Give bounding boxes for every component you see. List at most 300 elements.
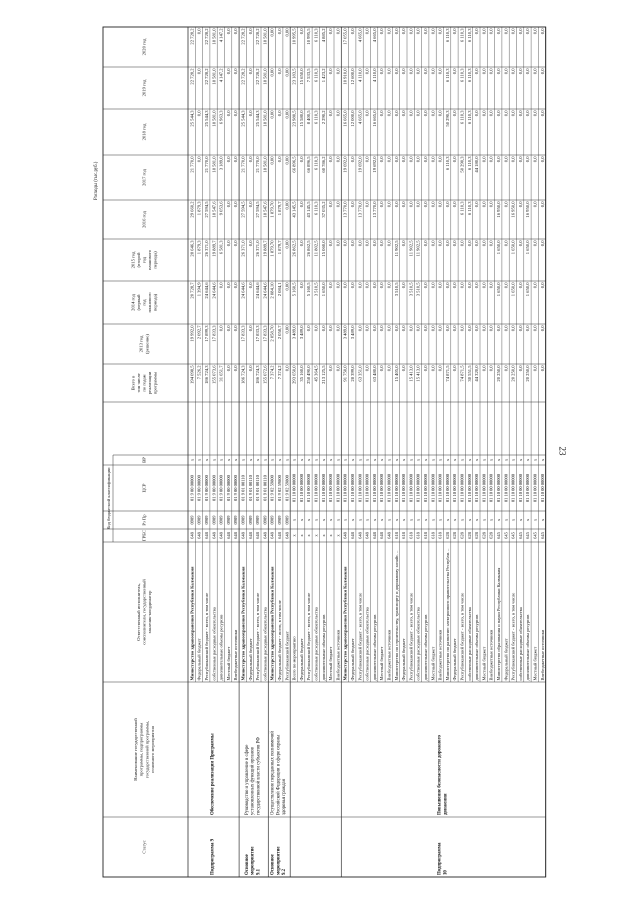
row-amount: 0,0	[328, 110, 334, 117]
row-code: 0909	[204, 515, 209, 525]
row-code: x	[364, 458, 370, 462]
row-amount: 155 072,6	[262, 365, 268, 384]
row-code: x	[525, 458, 531, 462]
row-amount: 0,0	[517, 282, 523, 289]
row-amount: 27 594,5	[255, 201, 261, 218]
header-year-3: 2015 год	[130, 251, 136, 269]
group-name: Руководство и управление в сфере	[245, 744, 251, 815]
row-code: x	[503, 518, 509, 522]
row-code: 618	[423, 532, 428, 539]
row-amount: 258 490,0	[306, 365, 312, 384]
row-amount: 0,0	[488, 240, 494, 247]
row-code: x	[452, 518, 458, 522]
row-amount: 0,0	[503, 240, 509, 247]
row-code: 645	[496, 532, 501, 539]
row-amount: 0,0	[452, 325, 458, 332]
row-amount: 0,0	[247, 68, 253, 75]
row-code: x	[269, 458, 275, 462]
row-amount: 0,0	[328, 28, 334, 35]
row-amount: 20 250,0	[510, 365, 516, 382]
row-amount: 13 770,0	[342, 201, 348, 218]
row-code: 01 10 00 00000	[291, 473, 297, 503]
row-code: x	[379, 458, 385, 462]
row-code: 01 10 00 00000	[517, 473, 523, 503]
row-amount: 18 581,0	[262, 156, 268, 173]
row-code: 628	[444, 532, 450, 539]
row-code: 648	[196, 532, 202, 539]
header-year-1: (решение)	[144, 334, 150, 354]
header-year-0: том числе	[135, 373, 141, 393]
row-amount: 63 480,0	[371, 365, 377, 382]
row-code: 01 10 00 00000	[408, 473, 414, 503]
row-amount: 22 728,2	[255, 68, 261, 85]
header-name: Наименование государственной	[133, 718, 139, 781]
row-amount: 0,0	[481, 68, 487, 75]
row-amount: 0,0	[386, 68, 392, 75]
row-amount: 0,0	[342, 282, 348, 289]
row-amount: 0,0	[364, 156, 370, 163]
row-code: 01 10 00 00000	[350, 473, 355, 503]
row-amount: 0,0	[517, 156, 523, 163]
row-code: 628	[452, 532, 458, 539]
row-code: x	[525, 518, 531, 522]
row-amount: 6 110,3	[459, 110, 465, 125]
row-responsible: собственные расходные обязательства	[211, 607, 217, 681]
row-amount: 0,0	[539, 240, 545, 247]
row-amount: 0,0	[430, 156, 436, 163]
row-code: 01 10 00 00000	[364, 473, 370, 503]
row-amount: 0,0	[350, 240, 355, 247]
row-amount: 20 250,0	[525, 365, 531, 382]
row-amount: 28 399,0	[350, 365, 355, 382]
row-responsible: Республиканский бюджет - всего, в том числе	[459, 592, 465, 681]
row-amount: 18 547,6	[211, 201, 217, 218]
row-amount: 0,0	[225, 156, 231, 163]
row-code: x	[437, 518, 443, 522]
row-amount: 0,0	[488, 365, 494, 372]
row-code: 01 10 00 00000	[313, 473, 319, 503]
row-amount: 0,0	[437, 201, 443, 208]
row-amount: 0,0	[539, 110, 545, 117]
row-amount: 66 896,5	[306, 156, 312, 173]
row-amount: 0,0	[430, 325, 436, 332]
row-code: x	[474, 518, 480, 522]
row-amount: 5 160,5	[306, 282, 312, 297]
row-responsible: Внебюджетные источники	[437, 629, 443, 681]
header-year-2: 2014 год	[130, 294, 136, 311]
row-amount: 50 290,3	[459, 156, 465, 173]
group-status: 9.1	[256, 869, 262, 875]
row-code: 01 10 00 00000	[393, 473, 399, 503]
row-amount: 30 551,5	[466, 365, 472, 382]
row-amount: 21 770,0	[204, 156, 209, 173]
row-responsible: Местный бюджет	[532, 646, 538, 681]
row-responsible: Министерство здравоохранения Республики Калмыкия	[240, 566, 246, 681]
row-amount: 0,0	[532, 110, 538, 117]
row-amount: 27 594,5	[240, 201, 246, 218]
row-amount: 0,0	[218, 282, 224, 289]
row-code: x	[503, 458, 509, 462]
row-amount: 0,0	[386, 282, 392, 289]
row-amount: 17 833,3	[211, 325, 217, 342]
row-amount: 6 110,3	[466, 28, 472, 43]
row-amount: 91 750,0	[342, 365, 348, 382]
group-status: Подпрограмма	[437, 842, 443, 875]
row-amount: 0,0	[335, 110, 341, 117]
row-amount: 0,0	[539, 282, 545, 289]
row-code: 01 10 00 00000	[481, 473, 487, 503]
row-code: 01 9 00 00000	[189, 475, 195, 501]
row-amount: 15 405,0	[393, 365, 399, 382]
row-code: x	[430, 458, 436, 462]
row-code: 01 10 00 00000	[525, 473, 531, 503]
row-code: x	[408, 518, 414, 522]
row-code: 0909	[284, 515, 290, 525]
row-amount: 0,0	[408, 156, 414, 163]
row-amount: 0,0	[364, 110, 370, 117]
row-amount: 0,00	[284, 28, 290, 37]
row-responsible: собственные расходные обязательства	[466, 607, 472, 681]
row-amount: 0,0	[247, 156, 253, 163]
row-amount: 213 125,5	[320, 365, 326, 384]
row-amount: 0,0	[284, 365, 290, 372]
row-code: x	[415, 518, 421, 522]
row-code: x	[539, 518, 545, 522]
row-code: 01 10 00 00000	[379, 473, 385, 503]
row-code: 618	[430, 532, 436, 539]
header-responsible: соисполнители, государственный	[141, 579, 147, 645]
row-amount: 23 980,5	[291, 110, 297, 127]
row-amount: 0,0	[277, 68, 282, 75]
row-responsible: Федеральный бюджет	[196, 638, 202, 681]
row-amount: 0,0	[379, 240, 385, 247]
row-responsible: Внебюджетные источники	[488, 629, 494, 681]
row-amount: 0,0	[247, 28, 253, 35]
row-amount: 0,0	[488, 282, 494, 289]
row-code: x	[277, 458, 282, 462]
row-amount: 0,0	[196, 68, 202, 75]
row-code: 01 10 00 00000	[496, 473, 501, 503]
row-amount: 0,0	[328, 282, 334, 289]
row-amount: 186 724,3	[255, 365, 261, 384]
row-amount: 0,0	[437, 240, 443, 247]
group-name: Повышение безопасности дорожного	[437, 735, 443, 815]
row-amount: 3 489,0	[342, 325, 348, 340]
row-responsible: Федеральный бюджет	[350, 638, 355, 681]
row-code: 628	[488, 532, 494, 539]
row-amount: 22 728,2	[240, 28, 246, 45]
row-code: x	[459, 458, 465, 462]
row-amount: 0,0	[452, 201, 458, 208]
row-amount: 0,0	[328, 325, 334, 332]
row-amount: 0,0	[298, 282, 304, 289]
row-code: 01 10 00 00000	[474, 473, 480, 503]
row-amount: 0,00	[269, 68, 275, 77]
row-responsible: Федеральный бюджет	[503, 638, 509, 681]
row-amount: 0,0	[401, 282, 407, 289]
row-code: x	[401, 518, 407, 522]
row-amount: 18 581,0	[262, 68, 268, 85]
row-amount: 0,0	[496, 110, 501, 117]
row-amount: 17 833,3	[255, 325, 261, 342]
row-amount: 1 394,9	[196, 282, 202, 297]
row-code: 628	[474, 532, 480, 539]
row-amount: 11 902,5	[393, 240, 399, 257]
row-code: 648	[350, 532, 355, 539]
row-amount: 1 650,0	[510, 240, 516, 255]
row-amount: 0,0	[379, 156, 385, 163]
row-amount: 0,0	[335, 282, 341, 289]
row-amount: 20 250,0	[496, 365, 501, 382]
row-amount: 0,0	[335, 68, 341, 75]
row-code: x	[423, 518, 428, 522]
row-amount: 6 110,3	[459, 201, 465, 216]
row-amount: 26 371,0	[240, 240, 246, 257]
row-responsible: Федеральный бюджет	[247, 638, 253, 681]
row-code: x	[196, 458, 202, 462]
row-amount: 6 581,3	[218, 240, 224, 255]
row-amount: 0,0	[386, 201, 392, 208]
row-amount: 0,0	[430, 68, 436, 75]
header-status: Статус	[141, 840, 147, 854]
row-code: x	[357, 458, 363, 462]
row-code: 01 9 01 00110	[240, 475, 246, 501]
row-amount: 0,0	[503, 201, 509, 208]
row-code: x	[401, 458, 407, 462]
row-amount: 0,0	[503, 282, 509, 289]
row-amount: 0,0	[437, 325, 443, 332]
row-amount: 0,0	[481, 365, 487, 372]
row-code: x	[342, 458, 348, 462]
header-kbk-vr: ВР	[141, 457, 147, 463]
row-amount: 0,0	[539, 156, 545, 163]
row-amount: 12 000,0	[350, 110, 355, 127]
row-amount: 0,0	[430, 28, 436, 35]
row-code: 648	[364, 532, 370, 539]
row-amount: 0,0	[247, 365, 253, 372]
row-code: 01 10 00 00000	[335, 473, 341, 503]
row-amount: 0,0	[401, 28, 407, 35]
row-amount: 0,0	[510, 110, 516, 117]
row-code: 628	[459, 532, 465, 539]
row-amount: 10 995,5	[306, 28, 312, 45]
row-amount: 0,0	[364, 201, 370, 208]
row-amount: 25 544,3	[255, 110, 261, 127]
row-amount: 7 533,5	[306, 68, 312, 83]
row-code: x	[335, 458, 341, 462]
row-amount: 0,0	[247, 282, 253, 289]
row-code: x	[225, 458, 231, 462]
row-code: x	[510, 458, 516, 462]
row-amount: 0,0	[539, 201, 545, 208]
row-responsible: Министерство здравоохранения Республики Калмыкия	[189, 566, 195, 681]
row-amount: 0,0	[371, 282, 377, 289]
row-amount: 0,00	[284, 325, 290, 334]
row-amount: 0,0	[401, 156, 407, 163]
row-amount: 3 189,0	[218, 156, 224, 171]
row-amount: 19 692,0	[342, 156, 348, 173]
row-amount: 0,0	[218, 325, 224, 332]
row-amount: 22 728,2	[255, 28, 261, 45]
row-amount: 6 110,3	[313, 110, 319, 125]
row-amount: 0,0	[364, 68, 370, 75]
row-responsible: Внебюджетные источники	[335, 629, 341, 681]
row-code: x	[291, 534, 297, 537]
group-name: движения	[443, 793, 449, 815]
row-amount: 0,0	[401, 110, 407, 117]
row-amount: 0,00	[284, 68, 290, 77]
row-amount: 0,0	[225, 365, 231, 372]
row-amount: 6 963,3	[218, 110, 224, 125]
row-amount: 4 885,2	[320, 28, 326, 43]
row-amount: 0,0	[335, 325, 341, 332]
row-code: 648	[371, 532, 377, 539]
row-amount: 0,0	[517, 28, 523, 35]
row-code: x	[298, 458, 304, 462]
row-code: 01 10 00 00000	[320, 473, 326, 503]
header-year-3: периода)	[152, 251, 158, 269]
row-amount: 0,0	[328, 156, 334, 163]
row-responsible: Министерство здравоохранения Республики Калмыкия	[269, 566, 275, 681]
row-code: 618	[408, 532, 414, 539]
row-amount: 19 889,7	[211, 240, 217, 257]
row-code: x	[335, 534, 341, 537]
row-amount: 0,0	[481, 110, 487, 117]
group-name: Обеспечение реализации Программы	[210, 733, 216, 815]
row-amount: 6 110,3	[466, 68, 472, 83]
row-amount: 0,0	[430, 240, 436, 247]
row-amount: 0,0	[532, 282, 538, 289]
row-amount: 26 862,5	[291, 240, 297, 257]
row-code: 0909	[189, 515, 195, 525]
row-code: x	[335, 518, 341, 522]
row-code: 01 9 01 00110	[255, 475, 261, 501]
row-code: x	[328, 518, 334, 522]
row-amount: 0,0	[298, 156, 304, 163]
row-code: 01 10 00 00000	[459, 473, 465, 503]
row-amount: 2 084,1	[277, 282, 282, 297]
row-code: 618	[393, 532, 399, 539]
row-amount: 2 290,2	[320, 110, 326, 125]
row-amount: 16 665,0	[342, 110, 348, 127]
row-amount: 0,0	[437, 110, 443, 117]
row-code: 628	[481, 532, 487, 539]
row-amount: 0,0	[313, 325, 319, 332]
row-code: x	[532, 458, 538, 462]
row-amount: 293 650,0	[291, 365, 297, 384]
row-code: 0909	[225, 515, 231, 525]
row-amount: 6 110,3	[313, 156, 319, 171]
row-amount: 0,0	[415, 156, 421, 163]
row-amount: 0,0	[488, 201, 494, 208]
row-amount: 0,0	[430, 110, 436, 117]
group-status: мероприятие	[250, 846, 256, 875]
row-amount: 19 992,0	[189, 325, 195, 342]
row-amount: 0,0	[364, 365, 370, 372]
row-amount: 194 098,5	[189, 365, 195, 384]
row-amount: 31 651,7	[218, 365, 224, 382]
row-amount: 0,0	[196, 28, 202, 35]
row-responsible: собственные расходные обязательства	[262, 607, 268, 681]
row-amount: 1 650,0	[496, 240, 501, 255]
row-amount: 0,0	[225, 325, 231, 332]
row-responsible: Министерство образования и науки Республики Калмыкия	[496, 567, 501, 681]
row-code: 01 10 00 00000	[306, 473, 312, 503]
row-amount: 0,0	[393, 110, 399, 117]
header-name: государственной программы,	[144, 720, 150, 779]
row-amount: 7 526,2	[196, 365, 202, 380]
row-code: x	[218, 458, 224, 462]
row-amount: 2 058,70	[269, 325, 275, 342]
row-code: x	[393, 518, 399, 522]
row-amount: 6 110,3	[313, 28, 319, 43]
header-year-0: реализации	[147, 371, 153, 395]
row-amount: 19 692,0	[371, 156, 377, 173]
row-amount: 186 724,3	[204, 365, 209, 384]
page-number: 23	[557, 446, 568, 456]
row-amount: 0,0	[525, 110, 531, 117]
row-amount: 0,0	[444, 325, 450, 332]
row-code: x	[350, 458, 355, 462]
row-code: 648	[211, 532, 217, 539]
row-code: x	[284, 458, 290, 462]
row-amount: 0,0	[423, 282, 428, 289]
row-amount: 0,0	[423, 240, 428, 247]
header-year-5: 2017 год	[141, 169, 147, 186]
row-amount: 0,0	[408, 325, 414, 332]
header-year-2: год	[141, 299, 147, 306]
row-amount: 0,0	[423, 28, 428, 35]
row-amount: 0,0	[496, 325, 501, 332]
row-amount: 0,0	[488, 68, 494, 75]
row-amount: 17 899,3	[204, 325, 209, 342]
row-amount: 0,0	[532, 240, 538, 247]
row-amount: 0,0	[474, 28, 480, 35]
row-code: 648	[247, 532, 253, 539]
row-amount: 6 110,3	[313, 68, 319, 83]
row-amount: 0,0	[393, 201, 399, 208]
header-kbk-group: Код бюджетной классификации	[106, 467, 111, 530]
row-amount: 0,0	[415, 201, 421, 208]
row-amount: 43 145,5	[306, 201, 312, 218]
row-amount: 0,0	[503, 110, 509, 117]
row-code: x	[517, 458, 523, 462]
row-responsible: дополнительные объемы ресурсов	[474, 614, 480, 681]
row-amount: 0,0	[532, 156, 538, 163]
row-amount: 0,00	[284, 201, 290, 210]
group-status: 10	[443, 870, 449, 875]
row-amount: 0,0	[233, 201, 239, 208]
row-amount: 8 400,5	[306, 110, 312, 125]
row-code: x	[328, 458, 334, 462]
row-amount: 11 902,5	[408, 240, 414, 257]
row-amount: 0,00	[269, 156, 275, 165]
row-code: 01 10 00 00000	[488, 473, 494, 503]
row-amount: 0,0	[408, 201, 414, 208]
row-amount: 43 145,5	[291, 201, 297, 218]
row-amount: 21 770,0	[240, 156, 246, 173]
header-year-2: периода)	[152, 293, 158, 312]
row-amount: 0,0	[196, 110, 202, 117]
group-name: Российской Федерации в сфере охраны	[276, 734, 282, 815]
row-amount: 0,0	[474, 68, 480, 75]
row-amount: 4 665,0	[357, 110, 363, 125]
row-amount: 44 320,0	[474, 365, 480, 382]
row-code: x	[408, 458, 414, 462]
row-amount: 155 073,6	[211, 365, 217, 384]
row-amount: 15 580,0	[298, 110, 304, 127]
row-code: x	[459, 518, 465, 522]
